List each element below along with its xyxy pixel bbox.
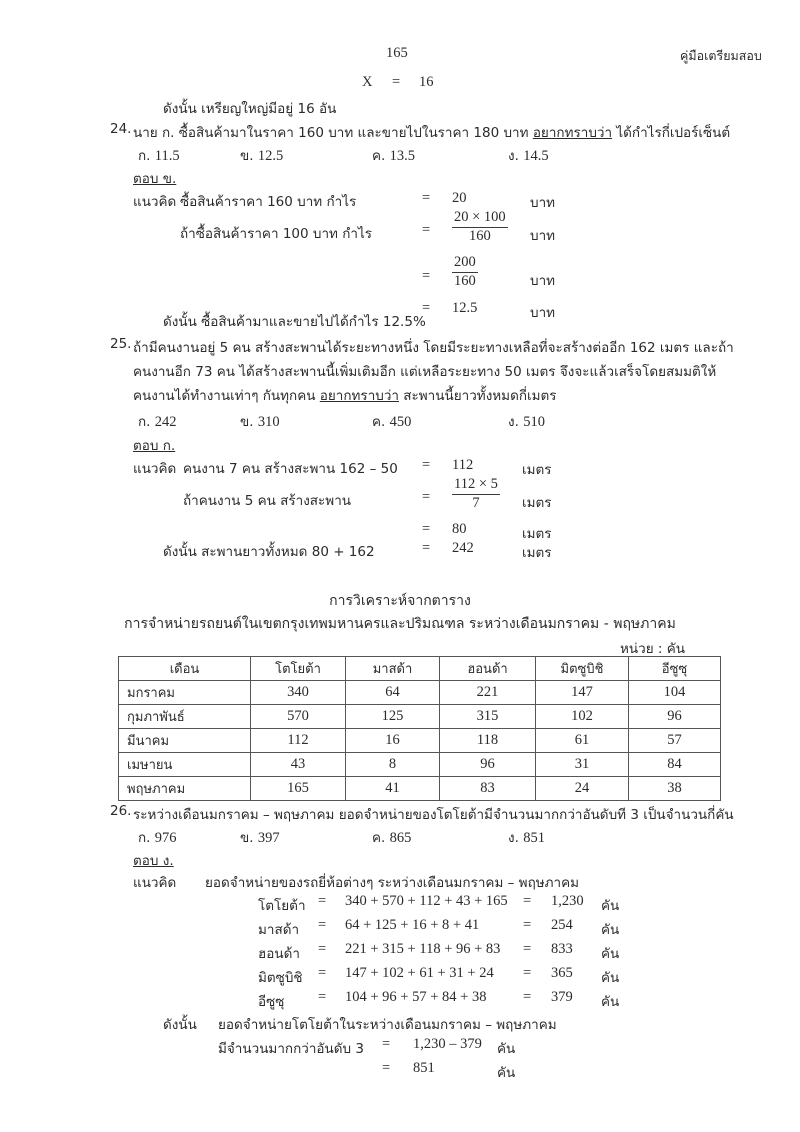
- q25-line-1-fraction: [452, 477, 500, 511]
- q26-sum-2-expr: 221 + 315 + 118 + 96 + 83: [345, 941, 501, 957]
- q26-conclusion-line3-unit: คัน: [497, 1065, 516, 1081]
- q26-sum-3-brand: มิตซูบิชิ: [258, 970, 303, 986]
- table-cell-value: 8: [346, 753, 440, 777]
- q24-line-1-frac-numerator: 20 × 100: [454, 209, 506, 225]
- q26-sum-1-total: 254: [551, 917, 573, 933]
- q26-sum-4-total: 379: [551, 989, 573, 1005]
- q25-choice-2: [372, 410, 411, 432]
- q24-line-1-eq: =: [422, 222, 431, 238]
- q26-sum-2-brand: ฮอนด้า: [258, 946, 300, 962]
- table-cell-value: 118: [440, 729, 536, 753]
- q26-answer-label: ตอบ ง.: [133, 853, 174, 869]
- q26-choice-2-key: ค.: [372, 830, 386, 846]
- q26-choice-1: [240, 826, 280, 848]
- table-col-header-mazda: มาสด้า: [346, 657, 440, 681]
- q25-line-1-frac-denominator: 7: [472, 494, 480, 511]
- q26-sum-1-brand: มาสด้า: [258, 922, 300, 938]
- table-cell-month: กุมภาพันธ์: [119, 705, 251, 729]
- q26-choice-3: [508, 826, 545, 848]
- q24-choice-0-value: 11.5: [154, 148, 180, 164]
- table-col-header-month: เดือน: [119, 657, 251, 681]
- q26-sum-1-expr: 64 + 125 + 16 + 8 + 41: [345, 917, 480, 933]
- q24-line-2-frac-denominator: 160: [454, 272, 476, 289]
- q26-method-text: ยอดจำหน่ายของรถยี่ห้อต่างๆ ระหว่างเดือนมกราคม – พฤษภาคม: [205, 875, 580, 891]
- q26-method-label: แนวคิด: [133, 875, 177, 891]
- q25-stem-line2: คนงานอีก 73 คน ได้สร้างสะพานนี้เพิ่มเติมอีก แต่เหลือระยะทาง 50 เมตร จึงจะแล้วเสร็จโดยสมมติให้: [133, 364, 717, 380]
- table-row: [119, 681, 721, 705]
- table-section-title: การวิเคราะห์จากตาราง: [329, 593, 471, 609]
- q26-sum-4-unit: คัน: [601, 994, 620, 1010]
- q25-choice-1-key: ข.: [240, 414, 254, 430]
- q24-line-0-eq: =: [422, 190, 431, 206]
- q24-choice-3-key: ง.: [508, 148, 519, 164]
- q24-line-2-eq: =: [422, 268, 431, 284]
- q26-choice-1-value: 397: [257, 830, 280, 846]
- table-cell-value: 61: [536, 729, 629, 753]
- q25-choice-0-key: ก.: [138, 414, 151, 430]
- q25-choice-1: [240, 410, 280, 432]
- q24-choice-2: [372, 144, 415, 166]
- q24-stem-emphasis: อยากทราบว่า: [532, 125, 613, 141]
- table-cell-value: 221: [440, 681, 536, 705]
- q25-number: 25.: [110, 336, 132, 352]
- q24-line-2-fraction: [452, 255, 478, 289]
- q25-stem-emphasis: อยากทราบว่า: [319, 388, 399, 404]
- q24-choice-2-value: 13.5: [389, 148, 415, 164]
- q26-sum-3-expr: 147 + 102 + 61 + 31 + 24: [345, 965, 494, 981]
- q25-method-label: แนวคิด: [133, 461, 177, 477]
- q26-sum-4-eq1: =: [318, 989, 327, 1005]
- q26-sum-0-expr: 340 + 570 + 112 + 43 + 165: [345, 893, 508, 909]
- q25-stem-line3-a: คนงานได้ทำงานเท่าๆ กันทุกคน: [133, 388, 320, 404]
- table-cell-value: 112: [251, 729, 346, 753]
- q24-line-1-frac-denominator: 160: [468, 227, 491, 244]
- q25-line-2-unit: เมตร: [522, 526, 552, 542]
- table-cell-value: 125: [346, 705, 440, 729]
- carryover-eq-variable: X: [362, 74, 373, 90]
- q26-choice-2: [372, 826, 411, 848]
- q26-sum-1-eq1: =: [318, 917, 327, 933]
- table-unit-label: หน่วย : คัน: [620, 641, 686, 657]
- q24-choice-1: [240, 144, 283, 166]
- table-cell-value: 43: [251, 753, 346, 777]
- q26-sum-4-eq2: =: [523, 989, 532, 1005]
- q24-line-3-value: 12.5: [452, 300, 478, 316]
- q25-line-3-value: 242: [452, 540, 474, 556]
- q24-method-label: แนวคิด: [133, 194, 177, 210]
- q25-answer-label: ตอบ ก.: [133, 438, 176, 454]
- q26-conclusion-label: ดังนั้น: [163, 1017, 197, 1033]
- q26-choice-3-value: 851: [523, 830, 545, 846]
- q26-choice-2-value: 865: [389, 830, 412, 846]
- table-col-header-isuzu: อีซูซุ: [629, 657, 721, 681]
- table-col-header-mitsubishi: มิตซูบิชิ: [536, 657, 629, 681]
- q25-line-2-eq: =: [422, 521, 431, 537]
- carryover-eq-sign: =: [392, 74, 401, 90]
- q26-number: 26.: [110, 803, 132, 819]
- q26-sum-0-eq1: =: [318, 893, 327, 909]
- car-sales-table: [118, 656, 721, 801]
- q26-sum-3-unit: คัน: [601, 970, 620, 986]
- q24-stem-part-b: ได้กำไรกี่เปอร์เซ็นต์: [612, 125, 731, 141]
- q26-conclusion-line2-value: 1,230 – 379: [413, 1036, 482, 1052]
- q25-stem-line3-b: สะพานนี้ยาวทั้งหมดกี่เมตร: [399, 388, 557, 404]
- q26-conclusion-line3-eq: =: [382, 1060, 391, 1076]
- q26-sum-2-total: 833: [551, 941, 573, 957]
- q25-line-0-unit: เมตร: [522, 462, 552, 478]
- q25-choice-3-key: ง.: [508, 414, 519, 430]
- q25-line-0-text: คนงาน 7 คน สร้างสะพาน 162 – 50: [183, 461, 398, 477]
- table-cell-month: มีนาคม: [119, 729, 251, 753]
- q25-choice-2-key: ค.: [372, 414, 386, 430]
- table-cell-value: 340: [251, 681, 346, 705]
- q24-line-1-text: ถ้าซื้อสินค้าราคา 100 บาท กำไร: [180, 226, 373, 242]
- q24-line-1-unit: บาท: [530, 228, 556, 244]
- table-cell-value: 24: [536, 777, 629, 801]
- table-cell-value: 83: [440, 777, 536, 801]
- q25-choice-3: [508, 410, 545, 432]
- q26-choice-0-value: 976: [154, 830, 177, 846]
- q26-conclusion-line2-eq: =: [382, 1036, 391, 1052]
- table-cell-value: 57: [629, 729, 721, 753]
- q24-choice-0-key: ก.: [138, 148, 151, 164]
- q26-sum-1-unit: คัน: [601, 922, 620, 938]
- q26-conclusion-line2-unit: คัน: [497, 1041, 516, 1057]
- q26-choice-0-key: ก.: [138, 830, 151, 846]
- q26-choice-0: [138, 826, 177, 848]
- table-row: [119, 729, 721, 753]
- table-row: [119, 753, 721, 777]
- q26-sum-1-eq2: =: [523, 917, 532, 933]
- q26-sum-0-eq2: =: [523, 893, 532, 909]
- q24-stem: [133, 121, 730, 143]
- q25-line-1-unit: เมตร: [522, 495, 552, 511]
- table-cell-value: 64: [346, 681, 440, 705]
- q25-line-0-eq: =: [422, 457, 431, 473]
- q24-answer-label: ตอบ ข.: [133, 171, 177, 187]
- q25-choice-3-value: 510: [523, 414, 545, 430]
- table-header-row: [119, 657, 721, 681]
- q24-line-0-text: ซื้อสินค้าราคา 160 บาท กำไร: [180, 194, 357, 210]
- table-cell-month: มกราคม: [119, 681, 251, 705]
- running-head: คู่มือเตรียมสอบ: [680, 48, 762, 63]
- q25-line-1-frac-numerator: 112 × 5: [454, 476, 498, 492]
- table-cell-value: 165: [251, 777, 346, 801]
- q26-sum-3-total: 365: [551, 965, 573, 981]
- q24-choice-1-value: 12.5: [257, 148, 284, 164]
- q25-choice-0: [138, 410, 177, 432]
- q25-stem-line3: [133, 384, 557, 406]
- q26-sum-2-eq2: =: [523, 941, 532, 957]
- q24-number: 24.: [110, 121, 132, 137]
- table-cell-value: 38: [629, 777, 721, 801]
- q25-line-3-unit: เมตร: [522, 545, 552, 561]
- q24-choice-3: [508, 144, 549, 166]
- table-cell-month: พฤษภาคม: [119, 777, 251, 801]
- q24-line-3-unit: บาท: [530, 305, 556, 321]
- q24-choice-0: [138, 144, 180, 166]
- q26-sum-2-unit: คัน: [601, 946, 620, 962]
- q26-sum-0-brand: โตโยต้า: [258, 898, 306, 914]
- q24-line-0-value: 20: [452, 190, 467, 206]
- table-section-subtitle: การจำหน่ายรถยนต์ในเขตกรุงเทพมหานครและปริมณฑล ระหว่างเดือนมกราคม - พฤษภาคม: [124, 616, 676, 632]
- q26-sum-4-expr: 104 + 96 + 57 + 84 + 38: [345, 989, 487, 1005]
- table-col-header-toyota: โตโยต้า: [251, 657, 346, 681]
- table-cell-value: 41: [346, 777, 440, 801]
- table-cell-value: 96: [629, 705, 721, 729]
- q25-line-0-value: 112: [452, 457, 474, 473]
- q26-sum-3-eq1: =: [318, 965, 327, 981]
- table-cell-value: 104: [629, 681, 721, 705]
- q26-conclusion-line1: ยอดจำหน่ายโตโยต้าในระหว่างเดือนมกราคม – พฤษภาคม: [218, 1017, 557, 1033]
- table-row: [119, 705, 721, 729]
- table-row: [119, 777, 721, 801]
- q25-choice-0-value: 242: [154, 414, 177, 430]
- q24-choice-3-value: 14.5: [523, 148, 549, 164]
- q26-sum-0-unit: คัน: [601, 898, 620, 914]
- q26-conclusion-line3-value: 851: [413, 1060, 435, 1076]
- q26-sum-3-eq2: =: [523, 965, 532, 981]
- table-cell-value: 102: [536, 705, 629, 729]
- q25-line-3-eq: =: [422, 540, 431, 556]
- q25-choice-2-value: 450: [389, 414, 412, 430]
- table-cell-value: 16: [346, 729, 440, 753]
- q25-choice-1-value: 310: [257, 414, 280, 430]
- table-cell-value: 315: [440, 705, 536, 729]
- table-cell-value: 84: [629, 753, 721, 777]
- q24-choice-2-key: ค.: [372, 148, 386, 164]
- q26-sum-4-brand: อีซูซุ: [258, 994, 285, 1010]
- table-cell-value: 96: [440, 753, 536, 777]
- q24-line-3-eq: =: [422, 300, 431, 316]
- q24-line-1-fraction: [452, 210, 508, 244]
- q26-sum-2-eq1: =: [318, 941, 327, 957]
- q25-line-3-text: ดังนั้น สะพานยาวทั้งหมด 80 + 162: [163, 544, 375, 560]
- q26-stem: ระหว่างเดือนมกราคม – พฤษภาคม ยอดจำหน่ายของโตโยต้ามีจำนวนมากกว่าอันดับที 3 เป็นจำนวนกี่คัน: [133, 807, 734, 823]
- page-number: 165: [386, 45, 408, 61]
- q24-stem-part-a: นาย ก. ซื้อสินค้ามาในราคา 160 บาท และขายไปในราคา 180 บาท: [133, 125, 533, 141]
- q26-choice-3-key: ง.: [508, 830, 519, 846]
- q25-stem-line1: ถ้ามีคนงานอยู่ 5 คน สร้างสะพานได้ระยะทางหนึ่ง โดยมีระยะทางเหลือที่จะสร้างต่ออีก 162 เมตร และถ้า: [133, 340, 734, 356]
- table-col-header-honda: ฮอนด้า: [440, 657, 536, 681]
- q24-conclusion: ดังนั้น ซื้อสินค้ามาและขายไปได้กำไร 12.5%: [163, 314, 426, 330]
- table-cell-value: 147: [536, 681, 629, 705]
- q25-line-1-eq: =: [422, 489, 431, 505]
- q24-line-2-frac-numerator: 200: [454, 254, 476, 270]
- table-cell-month: เมษายน: [119, 753, 251, 777]
- q25-line-1-text: ถ้าคนงาน 5 คน สร้างสะพาน: [183, 493, 351, 509]
- table-cell-value: 31: [536, 753, 629, 777]
- q24-choice-1-key: ข.: [240, 148, 254, 164]
- q26-conclusion-line2-text: มีจำนวนมากกว่าอันดับ 3: [218, 1041, 364, 1057]
- q25-line-2-value: 80: [452, 521, 467, 537]
- q26-choice-1-key: ข.: [240, 830, 254, 846]
- q26-sum-0-total: 1,230: [551, 893, 584, 909]
- carryover-conclusion: ดังนั้น เหรียญใหญ่มีอยู่ 16 อัน: [163, 101, 337, 117]
- carryover-eq-value: 16: [419, 74, 434, 90]
- q24-line-0-unit: บาท: [530, 195, 556, 211]
- q24-line-2-unit: บาท: [530, 273, 556, 289]
- table-cell-value: 570: [251, 705, 346, 729]
